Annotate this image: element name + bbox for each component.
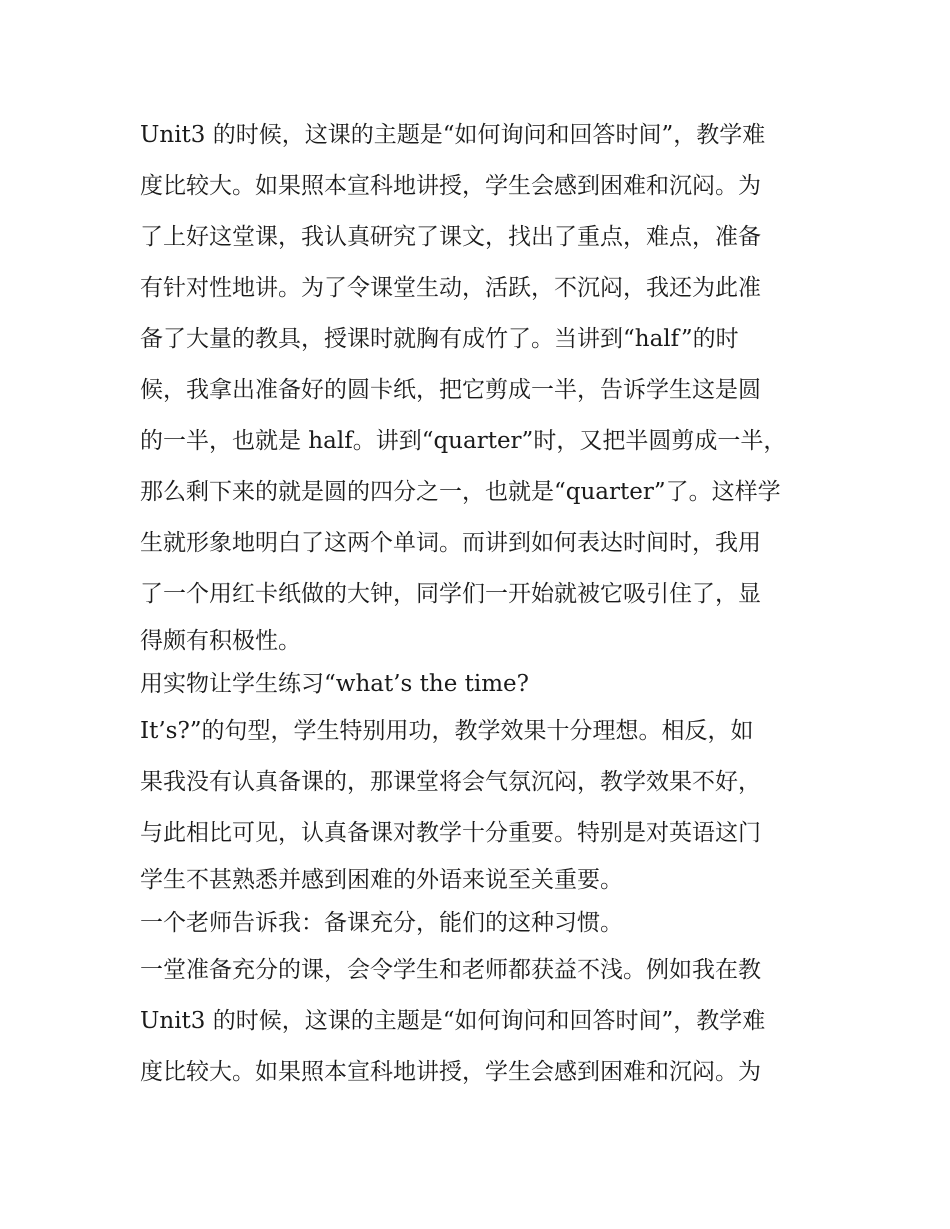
text-line: 的一半，也就是 half。讲到“quarter”时，又把半圆剪成一半， [140,428,787,454]
text-line: 那么剩下来的就是圆的四分之一，也就是“quarter”了。这样学 [140,479,781,505]
document-body [140,110,820,1098]
text-line: 有针对性地讲。为了令课堂生动，活跃，不沉闷，我还为此准 [140,275,761,301]
text-line: Unit3 的时候，这课的主题是“如何询问和回答时间”，教学难 [140,1008,766,1034]
text-line: 候，我拿出准备好的圆卡纸，把它剪成一半，告诉学生这是圆 [140,377,761,403]
text-line: 一个老师告诉我：备课充分，能们的这种习惯。 [140,910,623,936]
text-line: 备了大量的教具，授课时就胸有成竹了。当讲到“half”的时 [140,326,739,352]
text-line: 与此相比可见，认真备课对教学十分重要。特别是对英语这门 [140,820,761,846]
text-line: 果我没有认真备课的，那课堂将会气氛沉闷，教学效果不好， [140,769,761,795]
text-line: 得颇有积极性。 [140,628,301,654]
text-line: 用实物让学生练习“what’s the time? [140,671,529,697]
text-line: 度比较大。如果照本宣科地讲授，学生会感到困难和沉闷。为 [140,1059,761,1085]
text-line: It’s?”的句型，学生特别用功，教学效果十分理想。相反，如 [140,718,754,744]
text-line: 生就形象地明白了这两个单词。而讲到如何表达时间时，我用 [140,530,761,556]
text-line: 度比较大。如果照本宣科地讲授，学生会感到困难和沉闷。为 [140,173,761,199]
text-line: 学生不甚熟悉并感到困难的外语来说至关重要。 [140,867,623,893]
text-line: 了上好这堂课，我认真研究了课文，找出了重点，难点，准备 [140,224,761,250]
text-line: 一堂准备充分的课，会令学生和老师都获益不浅。例如我在教 [140,957,761,983]
text-line: 了一个用红卡纸做的大钟，同学们一开始就被它吸引住了，显 [140,581,761,607]
text-line: Unit3 的时候，这课的主题是“如何询问和回答时间”，教学难 [140,122,766,148]
